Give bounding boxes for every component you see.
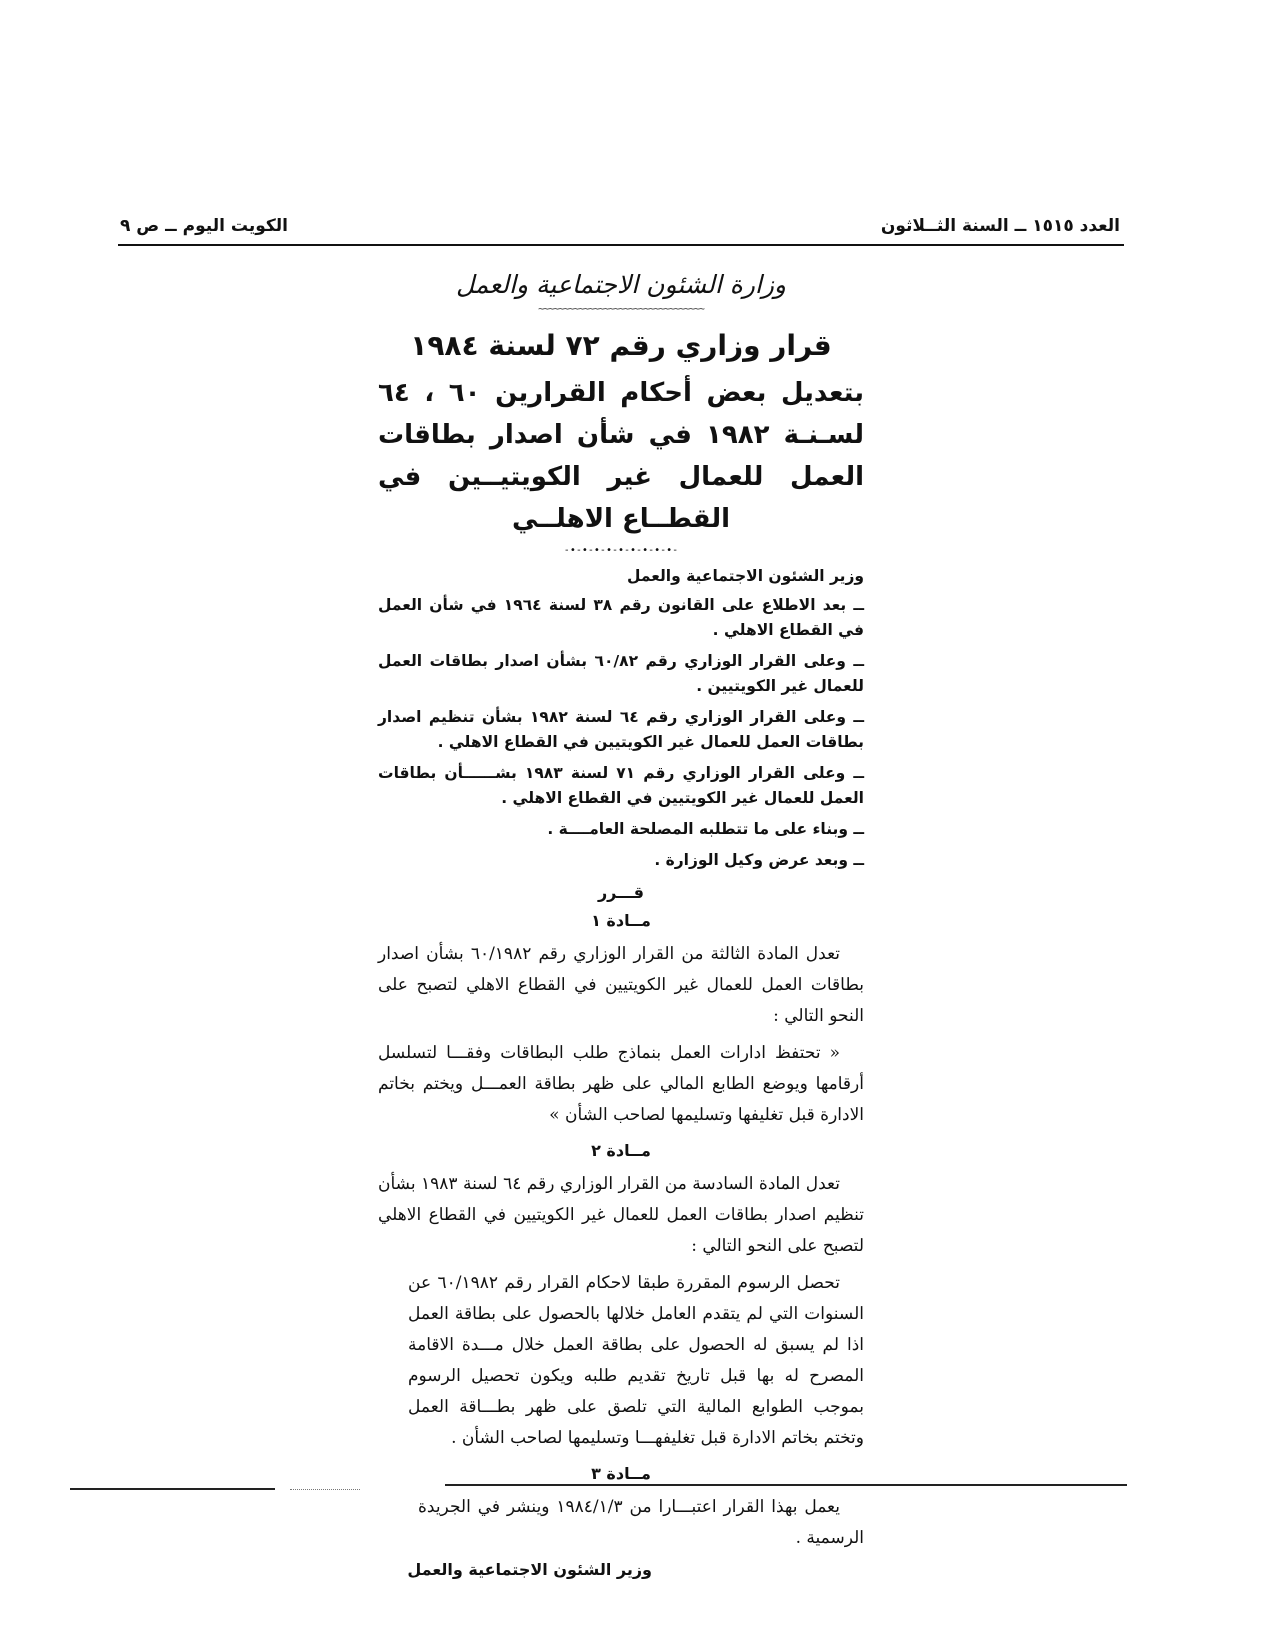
article-1-paragraph: تعدل المادة الثالثة من القرار الوزاري رقم ٦٠/١٩٨٢ بشأن اصدار بطاقات العمل للعمال غير الكويتيين في القطاع الاهلي لتصبح على النحو التالي :: [378, 944, 864, 1026]
decree-title: قرار وزاري رقم ٧٢ لسنة ١٩٨٤: [410, 329, 832, 362]
article-2-paragraph: تعدل المادة السادسة من القرار الوزاري رقم ٦٤ لسنة ١٩٨٣ بشأن تنظيم اصدار بطاقات العمل للعمال غير الكويتيين في القطاع الاهلي لتصبح على النحو التالي :: [378, 1174, 864, 1256]
preamble-minister: وزير الشئون الاجتماعية والعمل: [626, 567, 864, 585]
article-1-heading: مــادة ١: [591, 911, 651, 930]
preamble: [378, 564, 864, 873]
preamble-item: ــ وبناء على ما تتطلبه المصلحة العامــــة .: [547, 820, 864, 838]
footer-divider: [70, 1488, 275, 1490]
article-2-heading: مــادة ٢: [591, 1141, 651, 1160]
preamble-item: ــ وعلى القرار الوزاري رقم ٦٤ لسنة ١٩٨٢ بشأن تنظيم اصدار بطاقات العمل للعمال غير الكويتيين في القطاع الاهلي .: [378, 708, 864, 751]
article-3-paragraph: يعمل بهذا القرار اعتبـــارا من ١٩٨٤/١/٣ وينشر في الجريدة الرسمية .: [418, 1497, 864, 1548]
preamble-item: ــ بعد الاطلاع على القانون رقم ٣٨ لسنة ١٩٦٤ في شأن العمل في القطاع الاهلي .: [378, 596, 865, 639]
signature: وزير الشئون الاجتماعية والعمل: [407, 1560, 652, 1579]
running-header: [120, 212, 1120, 246]
footer-divider-dotted: [290, 1489, 360, 1490]
article-2-paragraph: تحصل الرسوم المقررة طبقا لاحكام القرار رقم ٦٠/١٩٨٢ عن السنوات التي لم يتقدم العامل خلالها بالحصول على بطاقة العمل اذا لم يسبق له الحصول على بطاقة العمل خلال مـــدة الاقامة المصرح له بها قبل تاريخ تقديم طلبه ويكون تحصيل الرسوم بموجب الطوابع المالية التي تلصق على ظهر بطـــاقة العمل وتختم بخاتم الادارة قبل تغليفهـــا وتسليمها لصاحب الشأن .: [408, 1273, 864, 1448]
article-1-paragraph: « تحتفظ ادارات العمل بنماذج طلب البطاقات وفقـــا لتسلسل أرقامها ويوضع الطابع المالي على ظهر بطاقة العمـــل ويختم بخاتم الادارة قبل تغليفها وتسليمها لصاحب الشأن »: [378, 1043, 864, 1125]
article-3-heading: مــادة ٣: [591, 1464, 651, 1483]
footer-divider: [445, 1484, 1127, 1486]
ministry-name: وزارة الشئون الاجتماعية والعمل: [455, 270, 786, 299]
page-info: الكويت اليوم ــ ص ٩: [120, 216, 288, 236]
wavy-divider: ~~~~~~~~~~~~~~~~~~~~~~~~~~~~~~~~~: [538, 304, 704, 315]
decree-column: [378, 262, 864, 1579]
issue-info: العدد ١٥١٥ ــ السنة الثــلاثون: [880, 216, 1120, 236]
header-divider: [118, 244, 1124, 246]
preamble-item: ــ وعلى القرار الوزاري رقم ٦٠/٨٢ بشأن اصدار بطاقات العمل للعمال غير الكويتيين .: [378, 652, 864, 695]
preamble-item: ــ وبعد عرض وكيل الوزارة .: [654, 851, 864, 869]
preamble-item: ــ وعلى القرار الوزاري رقم ٧١ لسنة ١٩٨٣ بشــــــأن بطاقات العمل للعمال غير الكويتيين في القطاع الاهلي .: [378, 764, 864, 807]
dotted-divider: -•-•-•-•-•-•-•-•-•-: [563, 545, 679, 556]
decree-subtitle: بتعديل بعض أحكام القرارين ٦٠ ، ٦٤ لسـنـة ١٩٨٢ في شأن اصدار بطاقات العمل للعمال غير الكويتيــين في القطــاع الاهلــي: [378, 378, 864, 534]
decided-heading: قـــرر: [597, 883, 645, 902]
